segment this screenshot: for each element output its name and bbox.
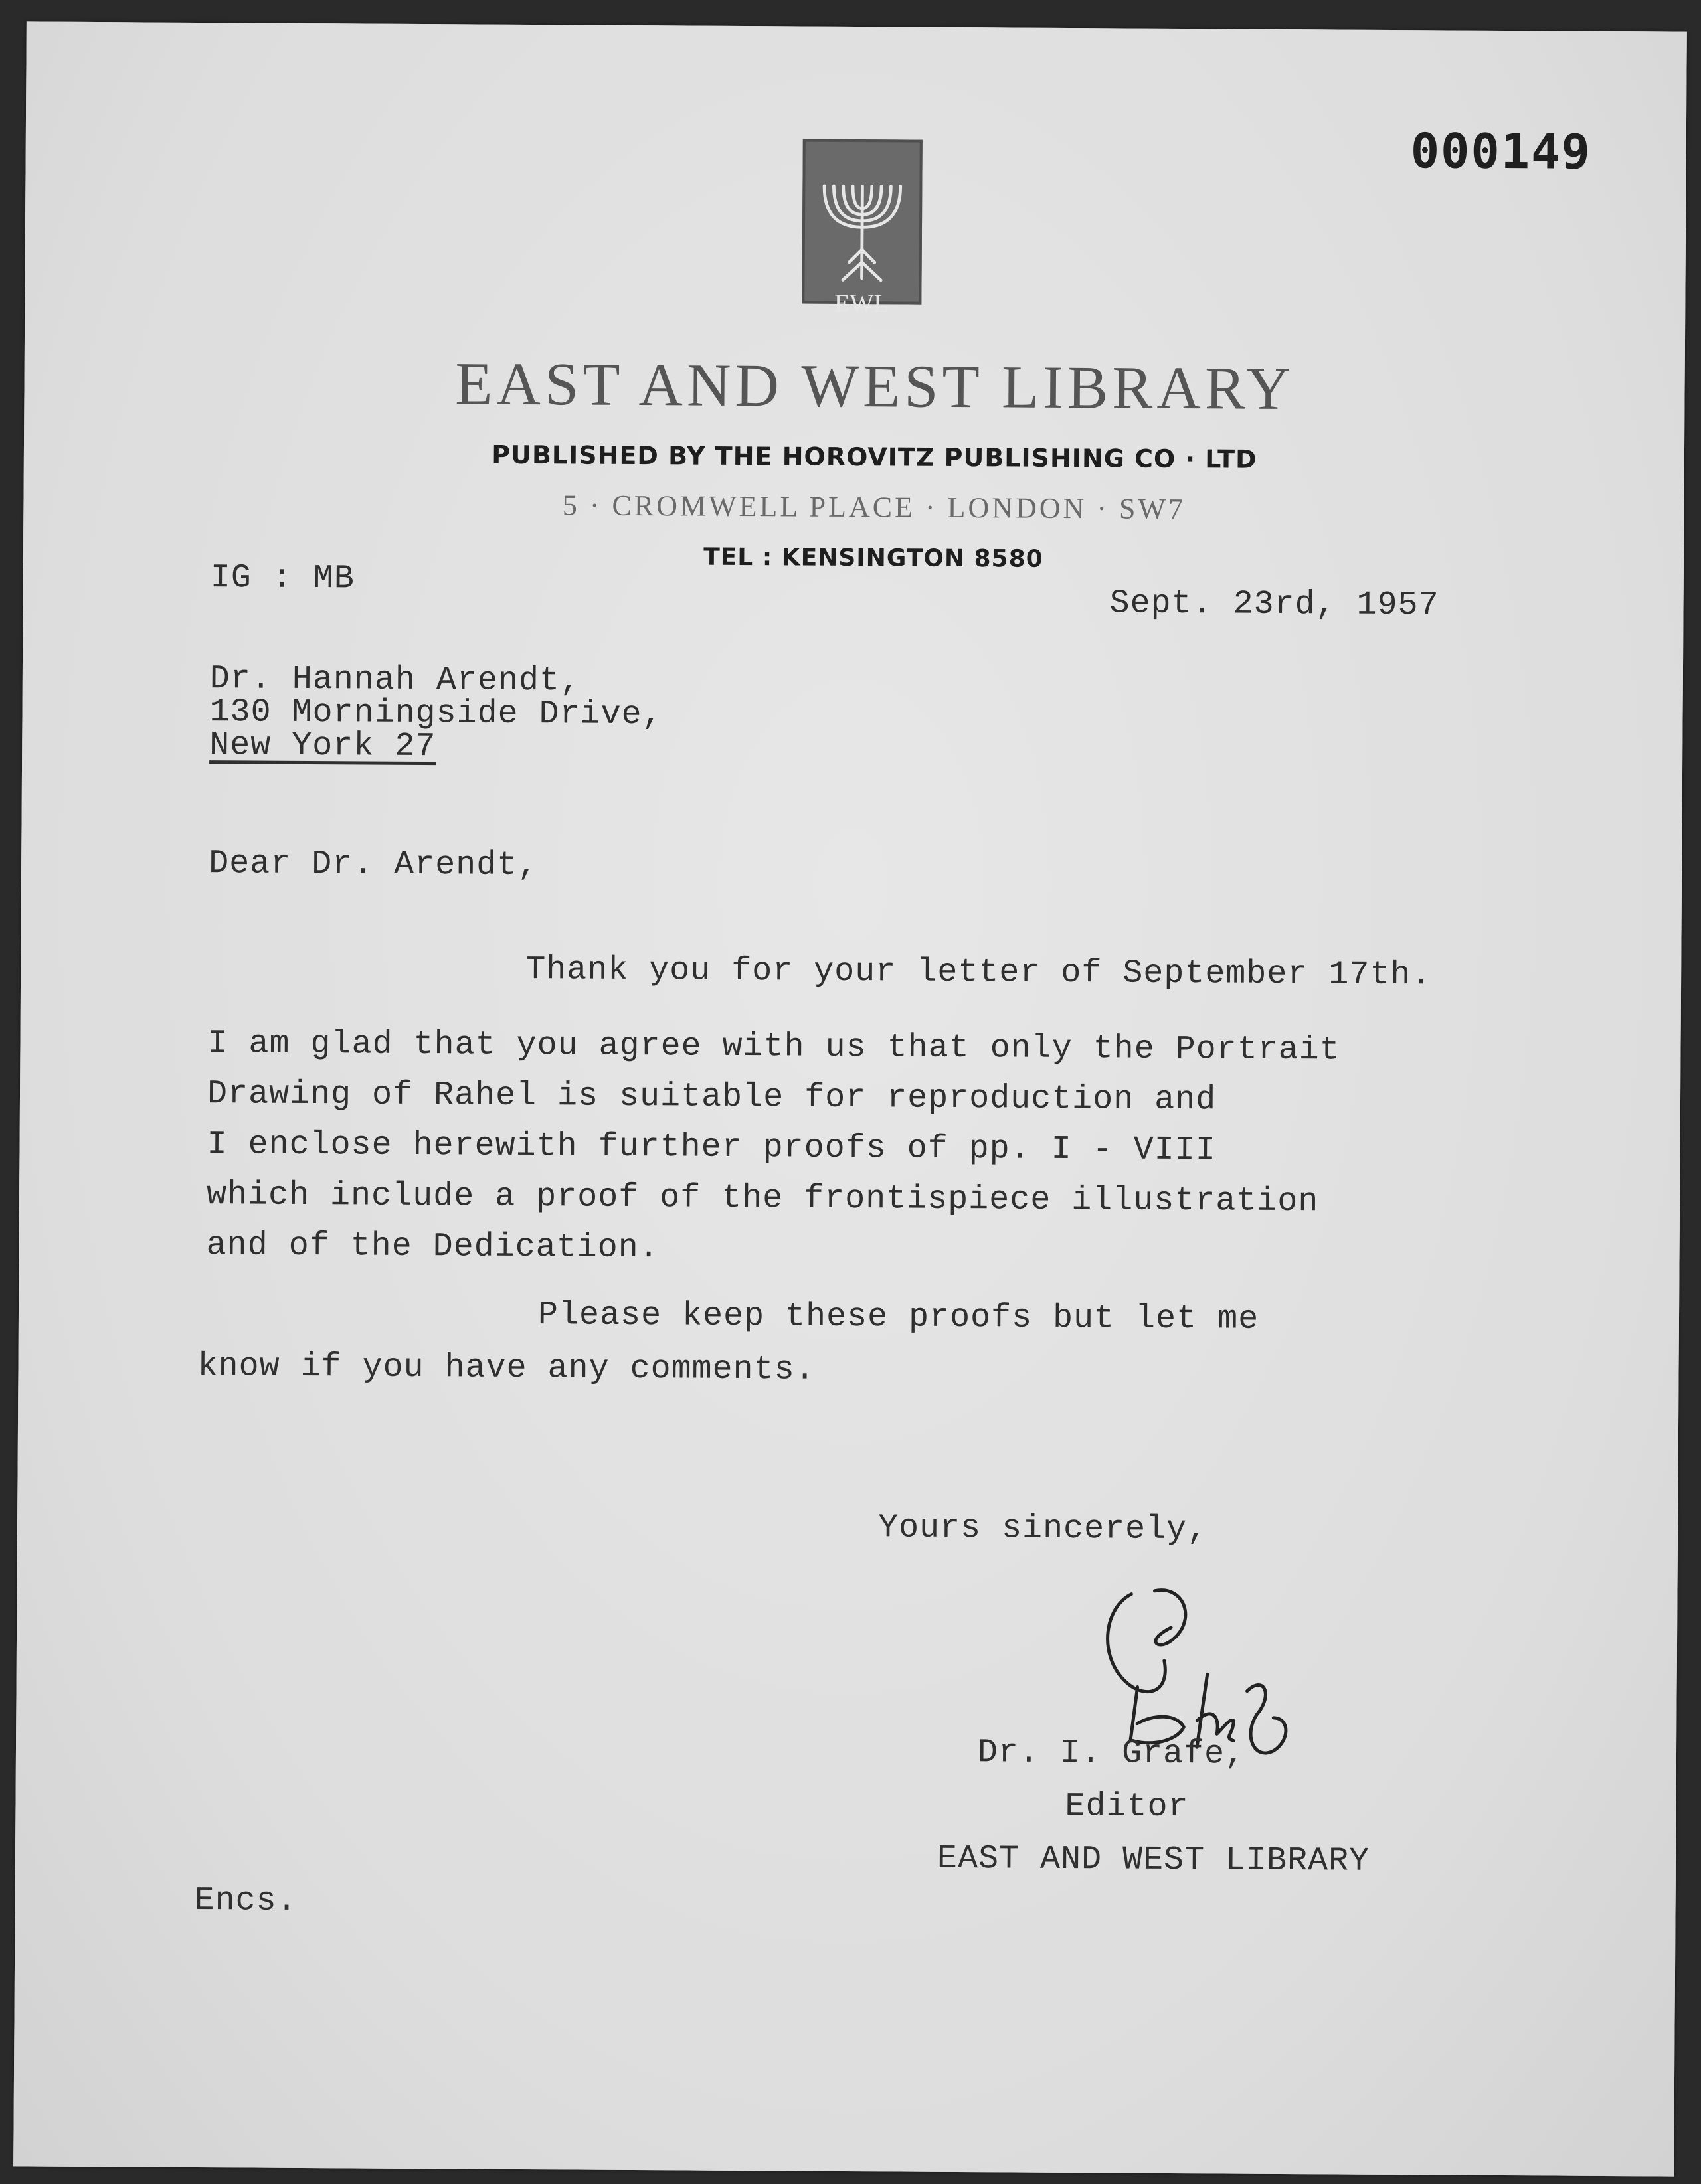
letter-date: Sept. 23rd, 1957 (1109, 584, 1439, 625)
enclosures-note: Encs. (194, 1881, 298, 1920)
body-paragraph-3-line-2: know if you have any comments. (197, 1347, 816, 1389)
recipient-street: 130 Morningside Drive, (209, 693, 663, 734)
handwritten-signature (1065, 1568, 1293, 1762)
body-paragraph-3-line-1: Please keep these proofs but let me (537, 1296, 1259, 1339)
closing: Yours sincerely, (877, 1509, 1208, 1549)
letterhead-telephone: TEL : KENSINGTON 8580 (703, 543, 1043, 573)
letterhead-publisher: PUBLISHED BY THE HOROVITZ PUBLISHING CO · LTD (492, 440, 1257, 474)
reference-initials: IG : MB (210, 559, 355, 598)
signer-organization: EAST AND WEST LIBRARY (937, 1839, 1370, 1881)
letter-page (13, 21, 1687, 2176)
body-paragraph-1: Thank you for your letter of September 17th. (525, 951, 1432, 995)
recipient-name: Dr. Hannah Arendt, (209, 660, 581, 701)
document-number: 000149 (1410, 123, 1592, 180)
signer-name: Dr. I. Grafe, (977, 1734, 1246, 1774)
signer-title: Editor (1065, 1787, 1189, 1827)
logo-monogram: EWL (834, 290, 889, 318)
salutation: Dear Dr. Arendt, (208, 845, 539, 885)
recipient-city: New York 27 (209, 726, 436, 766)
letterhead-address: 5 · CROMWELL PLACE · LONDON · SW7 (562, 489, 1186, 526)
body-paragraph-2: I am glad that you agree with us that only the Portrait Drawing of Rahel is suitable for reproduction and I enclose herewith further proofs of pp. I - VIII which include a proof of the frontispiece illustration and of the Dedication. (206, 1025, 1340, 1268)
menorah-logo-icon (802, 139, 923, 318)
letterhead-title: EAST AND WEST LIBRARY (455, 349, 1295, 423)
